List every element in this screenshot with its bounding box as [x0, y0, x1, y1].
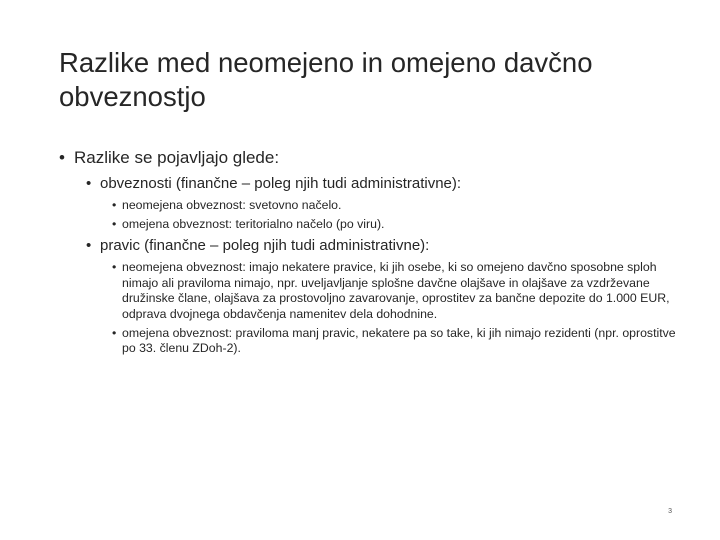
sub-sub-bullet-text: neomejena obveznost: imajo nekatere pravice, ki jih osebe, ki so omejeno davčno sposobne sploh nimajo ali praviloma nimajo, npr. uveljavljanje splošne davčne olajšave in olajšave za vzdrževane družinske člane, olajšava za prostovoljno zavarovanje, oprostitev za bančne depozite do 1.000 EUR, odprava dvojnega obdavčenja namenitev dela dohodnine. — [122, 260, 670, 321]
sub-sub-bullet-item — [112, 260, 679, 322]
bullet-list-level-2 — [86, 174, 679, 357]
sub-bullet-item-pravic — [86, 236, 679, 357]
bullet-dot: • — [112, 260, 117, 275]
bullet-dot: • — [112, 198, 117, 212]
bullet-dot: • — [112, 216, 117, 231]
bullet-list-level-1 — [59, 147, 679, 357]
sub-sub-bullet-item — [112, 217, 679, 233]
bullet-list-level-3 — [112, 198, 679, 232]
sub-sub-bullet-text: neomejena obveznost: svetovno načelo. — [122, 198, 342, 212]
sub-bullet-text: pravic (finančne – poleg njih tudi administrativne): — [100, 237, 430, 255]
sub-sub-bullet-text: omejena obveznost: teritorialno načelo (po viru). — [122, 216, 385, 231]
bullet-dot: • — [112, 325, 117, 340]
sub-sub-bullet-text: omejena obveznost: praviloma manj pravic, nekatere pa so take, ki jih nimajo rezidenti (npr. oprostitve po 33. členu ZDoh-2). — [122, 325, 676, 356]
sub-sub-bullet-item — [112, 198, 679, 214]
slide-content — [59, 147, 679, 361]
sub-sub-bullet-item — [112, 326, 679, 357]
bullet-dot: • — [86, 175, 92, 192]
sub-bullet-text: obveznosti (finančne – poleg njih tudi administrativne): — [100, 175, 462, 192]
bullet-item — [59, 147, 679, 357]
bullet-dot: • — [86, 237, 92, 255]
bullet-dot: • — [59, 148, 65, 167]
slide-title: Razlike med neomejeno in omejeno davčno obveznostjo — [59, 47, 593, 112]
bullet-text: Razlike se pojavljajo glede: — [74, 148, 280, 167]
sub-bullet-item-obveznosti — [86, 174, 679, 232]
page-number: 3 — [668, 508, 672, 515]
bullet-list-level-3 — [112, 260, 679, 357]
